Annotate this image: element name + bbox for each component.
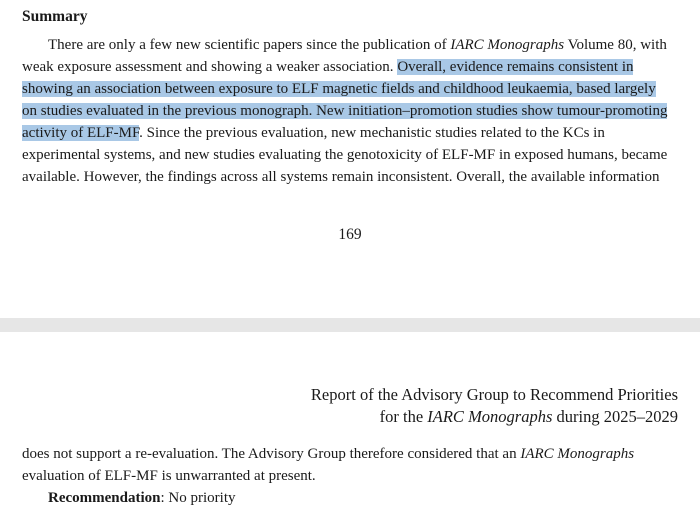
page-number: 169 [338, 226, 362, 243]
section-heading: Summary [22, 8, 88, 25]
paragraph-line [22, 78, 680, 100]
paragraph-line: experimental systems, and new studies evaluating the genotoxicity of ELF-MF in exposed humans, became [22, 147, 668, 163]
recommendation-value: : No priority [160, 490, 236, 506]
highlighted-text[interactable]: activity of ELF-MF [22, 125, 140, 141]
text-run: There are only a few new scientific papers since the publication of [48, 37, 451, 53]
recommendation-label: Recommendation [48, 490, 161, 506]
text-run: Volume 80, with [564, 37, 667, 53]
text-run: during 2025–2029 [552, 407, 678, 426]
page-separator [0, 318, 700, 332]
paragraph-line [48, 34, 680, 56]
text-run: for the [379, 407, 428, 426]
highlighted-text[interactable]: on studies evaluated in the previous monograph. New initiation–promotion studies show tumour-promoting [22, 103, 668, 119]
paragraph-line: available. However, the findings across all systems remain inconsistent. Overall, the available information [22, 169, 660, 185]
paragraph-line: evaluation of ELF-MF is unwarranted at present. [22, 468, 316, 484]
recommendation-line [48, 487, 700, 509]
running-header-line [380, 406, 678, 428]
text-run: . Since the previous evaluation, new mechanistic studies related to the KCs in [139, 125, 605, 141]
text-run: does not support a re-evaluation. The Advisory Group therefore considered that an [22, 446, 521, 462]
text-run: weak exposure assessment and showing a weaker association. [22, 59, 398, 75]
highlighted-text[interactable]: Overall, evidence remains consistent in [397, 59, 634, 75]
paragraph-line [22, 443, 680, 465]
running-header-line: Report of the Advisory Group to Recommend Priorities [310, 385, 678, 404]
italic-text: IARC Monographs [427, 407, 553, 426]
paragraph-line [22, 100, 680, 122]
italic-text: IARC Monographs [450, 37, 565, 53]
highlighted-text[interactable]: showing an association between exposure to ELF magnetic fields and childhood leukaemia, based largely [22, 81, 656, 97]
italic-text: IARC Monographs [520, 446, 635, 462]
paragraph-line [22, 122, 680, 144]
paragraph-line [22, 56, 680, 78]
